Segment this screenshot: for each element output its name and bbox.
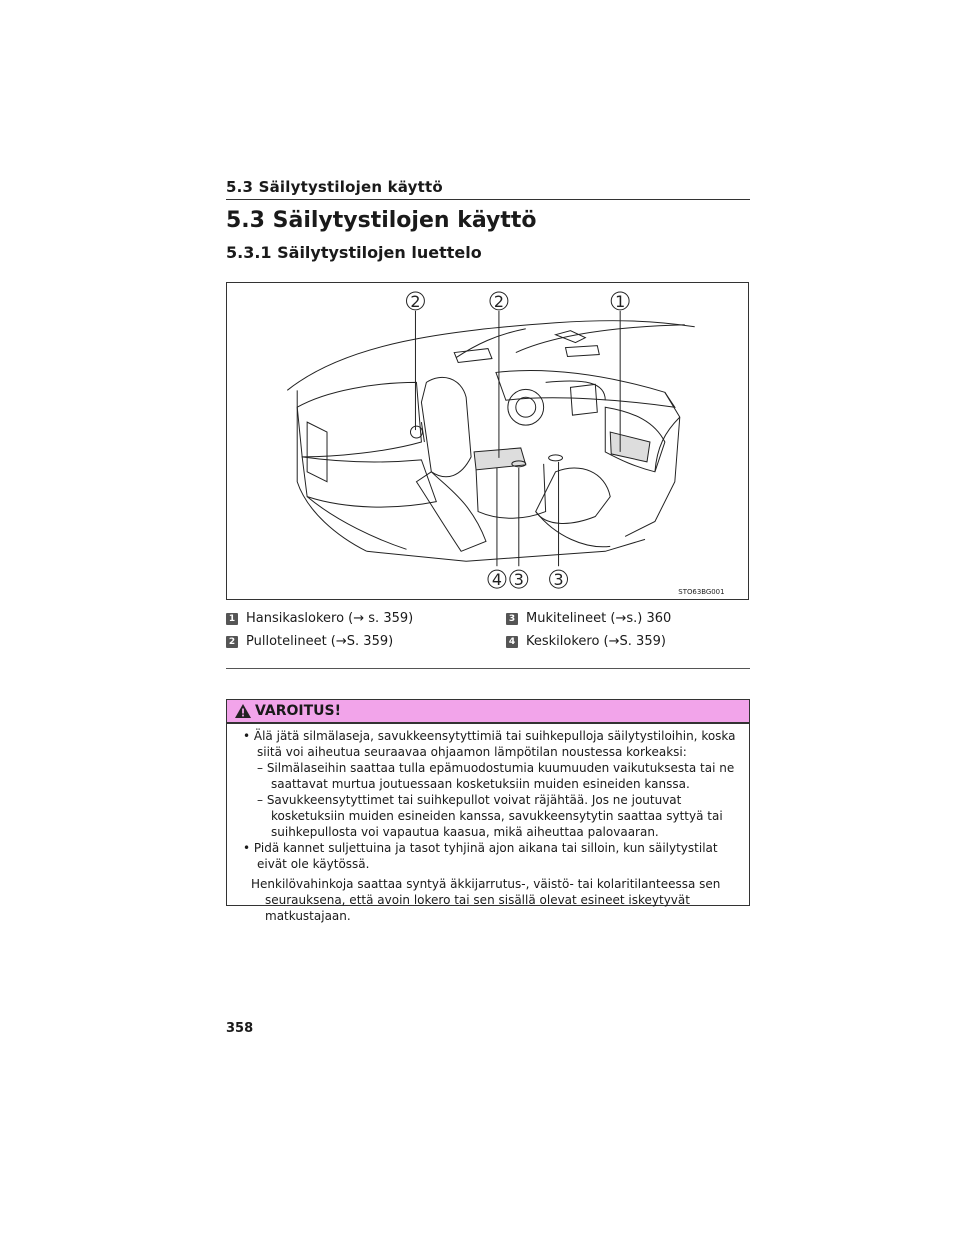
legend-item	[226, 634, 393, 649]
interior-illustration	[226, 282, 749, 600]
warning-subitem: – Silmälaseihin saattaa tulla epämuodostumia kuumuuden vaikutuksesta tai ne saattavat murtua joutuessaan kosketuksiin muiden esineiden kanssa.	[257, 761, 735, 791]
legend-text: Mukitelineet (→s.) 360	[526, 611, 672, 626]
warning-triangle-icon	[234, 703, 252, 719]
warning-subitem: – Savukkeensytyttimet tai suihkepullot voivat räjähtää. Jos ne joutuvat kosketuksiin muiden esineiden kanssa, savukkeensytytin saattaa syttyä tai suihkepullosta voi vapautua kaasua, mikä aiheuttaa palovaaran.	[257, 793, 723, 839]
svg-text:1: 1	[615, 291, 626, 311]
running-header: 5.3 Säilytystilojen käyttö	[226, 178, 443, 196]
warning-header	[227, 700, 749, 724]
callout-top-1	[407, 292, 425, 311]
header-rule	[226, 199, 750, 200]
legend-number: 1	[226, 613, 238, 625]
callout-bottom-3	[550, 570, 568, 589]
legend-item	[506, 634, 666, 649]
figure-code: STO63BG001	[678, 588, 725, 597]
svg-text:3: 3	[553, 570, 564, 590]
section-divider	[226, 668, 750, 669]
legend-item	[226, 611, 413, 626]
legend-text: Pullotelineet (→S. 359)	[246, 634, 394, 649]
legend-number: 2	[226, 636, 238, 648]
car-interior-drawing	[227, 283, 748, 599]
callout-top-3	[611, 292, 629, 311]
warning-title: VAROITUS!	[255, 703, 341, 719]
warning-bullet: • Pidä kannet suljettuina ja tasot tyhjinä ajon aikana tai silloin, kun säilytystilat eivät ole käytössä.	[243, 841, 718, 871]
warning-bullet: • Älä jätä silmälaseja, savukkeensytyttimiä tai suihkepulloja säilytystiloihin, koska siitä voi aiheutua seuraavaa ohjaamon lämpötilan noustessa korkeaksi:	[243, 729, 736, 759]
svg-text:2: 2	[410, 291, 421, 311]
svg-text:3: 3	[513, 570, 524, 590]
legend-text: Hansikaslokero (→ s. 359)	[246, 611, 414, 626]
page-number: 358	[226, 1021, 254, 1036]
legend-number: 3	[506, 613, 518, 625]
warning-body	[227, 724, 749, 924]
callout-top-2	[490, 292, 508, 311]
svg-text:4: 4	[491, 570, 502, 590]
svg-text:2: 2	[493, 291, 504, 311]
callout-bottom-2	[510, 570, 528, 589]
legend-item	[506, 611, 671, 626]
warning-box	[226, 699, 750, 923]
section-title: 5.3 Säilytystilojen käyttö	[226, 208, 537, 233]
legend-number: 4	[506, 636, 518, 648]
warning-paragraph: Henkilövahinkoja saattaa syntyä äkkijarrutus-, väistö- tai kolaritilanteessa sen seurauksena, että avoin lokero tai sen sisällä olevat esineet iskeytyvät matkustajaan.	[251, 877, 721, 923]
callout-bottom-1	[488, 570, 506, 589]
subsection-title: 5.3.1 Säilytystilojen luettelo	[226, 243, 482, 262]
legend-text: Keskilokero (→S. 359)	[526, 634, 666, 649]
